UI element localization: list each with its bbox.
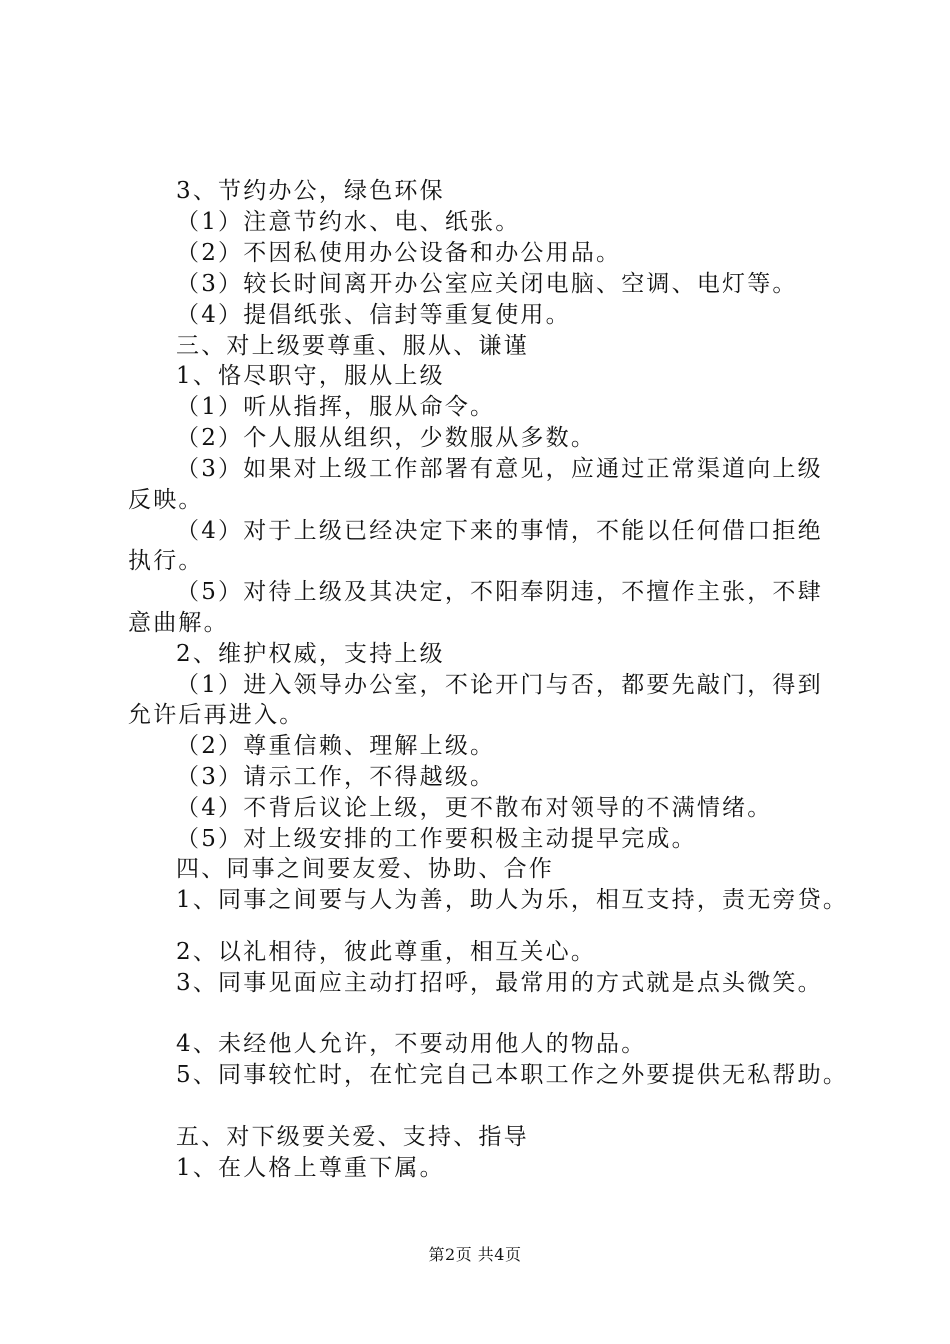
subsection-heading: 2、维护权威，支持上级	[176, 641, 445, 667]
list-item: 1、在人格上尊重下属。	[176, 1155, 445, 1181]
list-item-continuation: 允许后再进入。	[128, 702, 305, 728]
list-item-continuation: 意曲解。	[128, 610, 229, 636]
section-heading: 三、对上级要尊重、服从、谦谨	[176, 333, 529, 359]
list-item: （2）尊重信赖、理解上级。	[176, 733, 496, 759]
section-heading: 3、节约办公，绿色环保	[176, 178, 445, 204]
list-item: （4）对于上级已经决定下来的事情，不能以任何借口拒绝	[176, 518, 823, 544]
list-item: 4、未经他人允许，不要动用他人的物品。	[176, 1031, 647, 1057]
list-item: （5）对上级安排的工作要积极主动提早完成。	[176, 826, 697, 852]
section-heading: 五、对下级要关爱、支持、指导	[176, 1124, 529, 1150]
list-item: （5）对待上级及其决定，不阳奉阴违，不擅作主张，不肆	[176, 579, 823, 605]
list-item: （4）不背后议论上级，更不散布对领导的不满情绪。	[176, 795, 773, 821]
subsection-heading: 1、恪尽职守，服从上级	[176, 363, 445, 389]
list-item: 2、以礼相待，彼此尊重，相互关心。	[176, 939, 597, 965]
list-item: （3）请示工作，不得越级。	[176, 764, 496, 790]
list-item: （3）较长时间离开办公室应关闭电脑、空调、电灯等。	[176, 271, 798, 297]
list-item-continuation: 反映。	[128, 487, 204, 513]
list-item: （2）个人服从组织，少数服从多数。	[176, 425, 597, 451]
list-item: （3）如果对上级工作部署有意见，应通过正常渠道向上级	[176, 456, 823, 482]
list-item-continuation: 执行。	[128, 548, 204, 574]
list-item: 5、同事较忙时，在忙完自己本职工作之外要提供无私帮助。	[176, 1062, 849, 1088]
section-heading: 四、同事之间要友爱、协助、合作	[176, 856, 554, 882]
list-item: 3、同事见面应主动打招呼，最常用的方式就是点头微笑。	[176, 970, 823, 996]
list-item: （4）提倡纸张、信封等重复使用。	[176, 302, 571, 328]
list-item: （1）听从指挥，服从命令。	[176, 394, 496, 420]
list-item: （1）进入领导办公室，不论开门与否，都要先敲门，得到	[176, 672, 823, 698]
list-item: （2）不因私使用办公设备和办公用品。	[176, 240, 622, 266]
page-number-footer: 第2页 共4页	[428, 1245, 522, 1264]
list-item: （1）注意节约水、电、纸张。	[176, 209, 521, 235]
list-item: 1、同事之间要与人为善，助人为乐，相互支持，责无旁贷。	[176, 887, 849, 913]
